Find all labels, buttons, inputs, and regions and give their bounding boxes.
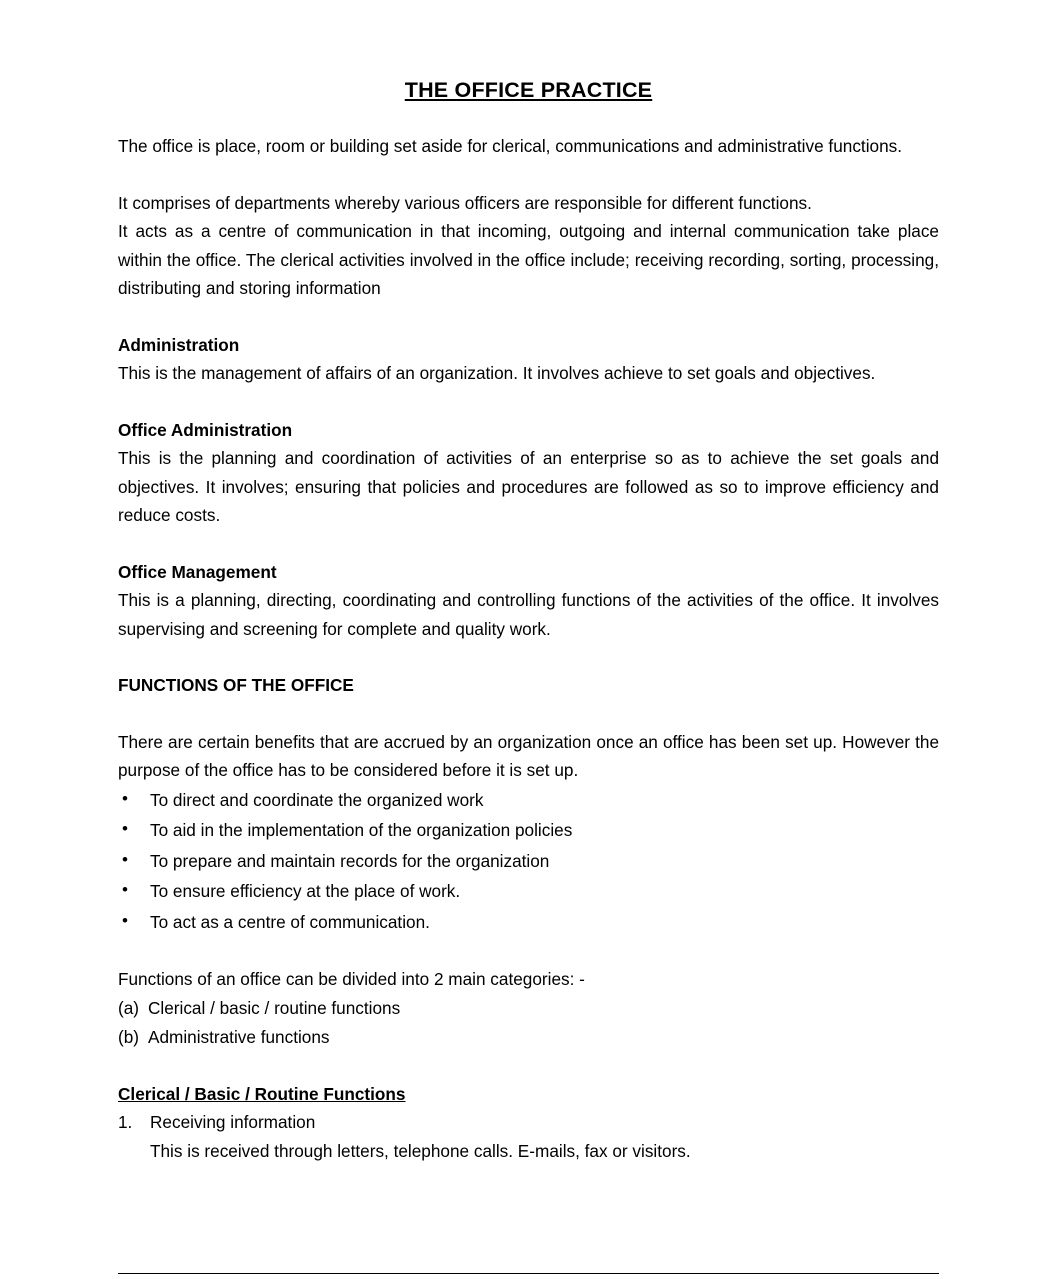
- list-item: [118, 1108, 939, 1137]
- section-body-office-management: This is a planning, directing, coordinating and controlling functions of the activities of the office. It involves supervising and screening for complete and quality work.: [118, 590, 939, 639]
- section-heading-administration: Administration: [118, 334, 240, 355]
- functions-intro-paragraph: There are certain benefits that are accrued by an organization once an office has been set up. However the purpose of the office has to be considered before it is set up.: [118, 731, 939, 780]
- list-item: • To ensure efficiency at the place of work.: [118, 876, 939, 907]
- list-item-text: Receiving information: [150, 1112, 316, 1132]
- section-heading-office-management: Office Management: [118, 561, 277, 582]
- page-title: THE OFFICE PRACTICE: [404, 78, 653, 102]
- list-item: • To aid in the implementation of the organization policies: [118, 815, 939, 846]
- spacer: [118, 643, 939, 671]
- spacer: [118, 303, 939, 331]
- list-item: • To prepare and maintain records for the organization: [118, 846, 939, 877]
- section-heading-office-administration: Office Administration: [118, 419, 293, 440]
- spacer: [118, 530, 939, 558]
- spacer: [118, 700, 939, 728]
- section-heading-functions-of-the-office: FUNCTIONS OF THE OFFICE: [118, 675, 354, 695]
- intro-paragraph-1: The office is place, room or building set aside for clerical, communications and administrative functions.: [118, 136, 902, 156]
- footer-divider: [118, 1273, 939, 1274]
- category-item-b: [118, 1023, 939, 1052]
- clerical-item-detail: This is received through letters, telephone calls. E-mails, fax or visitors.: [150, 1141, 691, 1161]
- categories-intro: Functions of an office can be divided into 2 main categories: -: [118, 969, 585, 989]
- spacer: [118, 937, 939, 965]
- spacer: [118, 388, 939, 416]
- category-label-b: (b): [118, 1026, 140, 1047]
- category-text-a: Clerical / basic / routine functions: [148, 997, 401, 1018]
- category-text-b: Administrative functions: [148, 1026, 330, 1047]
- category-label-a: (a): [118, 997, 140, 1018]
- clerical-numbered-list: [118, 1108, 939, 1137]
- functions-bullet-list: [118, 785, 939, 938]
- spacer: [118, 161, 939, 189]
- category-item-a: [118, 994, 939, 1023]
- intro-paragraph-3: It acts as a centre of communication in that incoming, outgoing and internal communication take place within the office. The clerical activities involved in the office include; receiving recording, sorting, processing, distributing and storing information: [118, 221, 939, 298]
- list-item: • To direct and coordinate the organized work: [118, 785, 939, 816]
- section-body-office-administration: This is the planning and coordination of activities of an enterprise so as to achieve the set goals and objectives. It involves; ensuring that policies and procedures are followed as so to improve efficiency and reduce costs.: [118, 448, 939, 525]
- section-body-administration: This is the management of affairs of an organization. It involves achieve to set goals and objectives.: [118, 363, 876, 383]
- list-item-number: 1.: [118, 1112, 133, 1132]
- spacer: [118, 103, 939, 132]
- spacer: [118, 1052, 939, 1080]
- section-heading-clerical-functions: Clerical / Basic / Routine Functions: [118, 1083, 406, 1104]
- list-item: • To act as a centre of communication.: [118, 907, 939, 938]
- intro-paragraph-2: It comprises of departments whereby various officers are responsible for different functions.: [118, 192, 812, 213]
